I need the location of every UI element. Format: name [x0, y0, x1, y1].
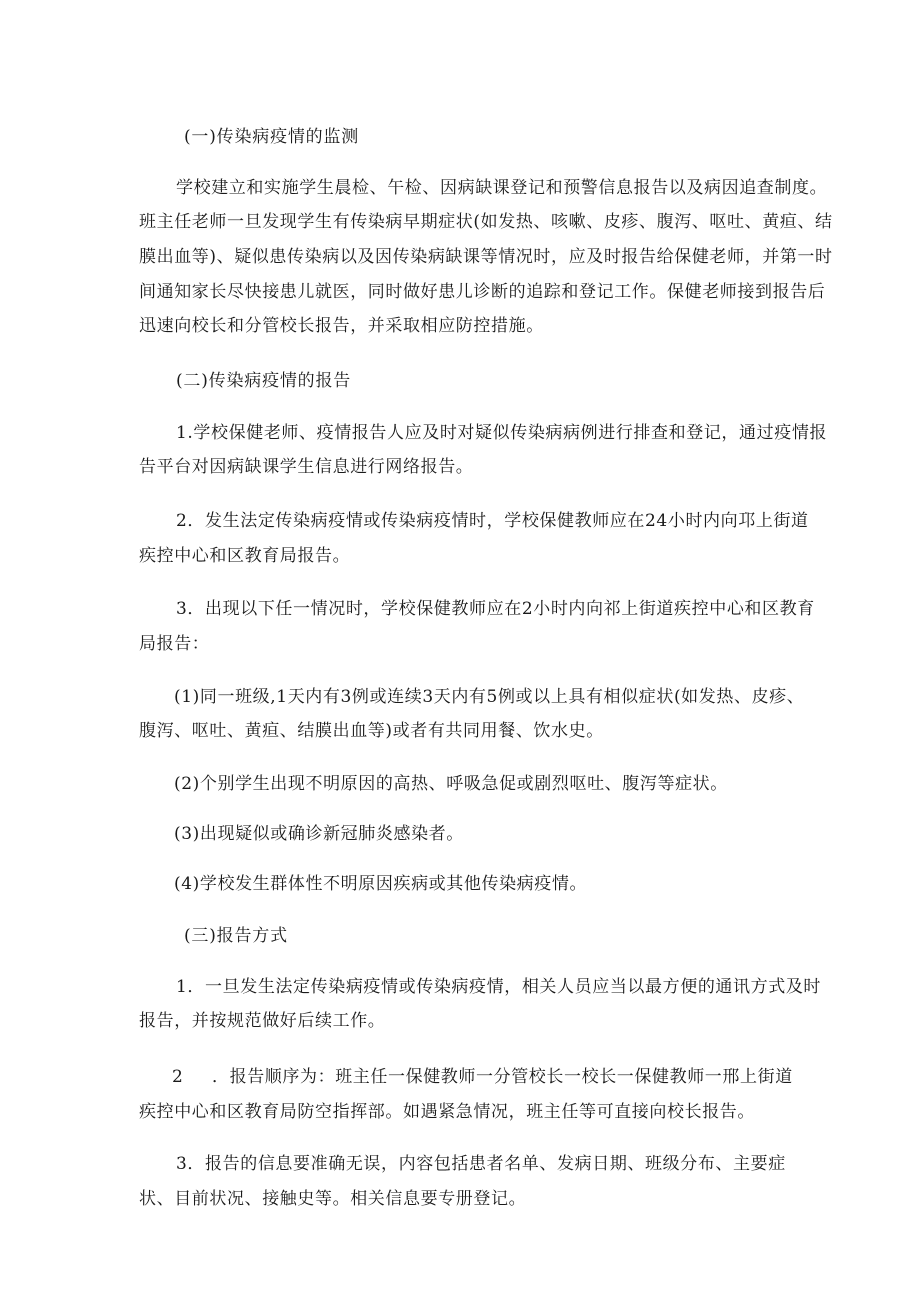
paragraph-line: 状、目前状况、接触史等。相关信息要专册登记。 — [139, 1189, 527, 1209]
paragraph-line: 1．一旦发生法定传染病疫情或传染病疫情，相关人员应当以最方便的通讯方式及时 — [176, 977, 822, 997]
section-heading-monitoring: (一)传染病疫情的监测 — [184, 127, 360, 147]
paragraph-line: 告平台对因病缺课学生信息进行网络报告。 — [139, 457, 474, 477]
paragraph-line: 报告，并按规范做好后续工作。 — [139, 1011, 386, 1031]
item-number: 2 — [172, 1067, 184, 1087]
paragraph-line: 3．报告的信息要准确无误，内容包括患者名单、发病日期、班级分布、主要症 — [176, 1154, 786, 1174]
paragraph-line: 局报告： — [139, 634, 210, 654]
paragraph-line: 腹泻、呕吐、黄疸、结膜出血等)或者有共同用餐、饮水史。 — [139, 721, 604, 741]
paragraph-line: (4)学校发生群体性不明原因疾病或其他传染病疫情。 — [174, 874, 588, 894]
paragraph-line: ．报告顺序为：班主任一保健教师一分管校长一校长一保健教师一邢上街道 — [212, 1067, 793, 1087]
section-heading-reporting: (二)传染病疫情的报告 — [176, 371, 352, 391]
paragraph-line: 疾控中心和区教育局防空指挥部。如遇紧急情况，班主任等可直接向校长报告。 — [139, 1102, 755, 1122]
paragraph-line: 学校建立和实施学生晨检、午检、因病缺课登记和预警信息报告以及病因追查制度。 — [176, 178, 828, 198]
paragraph-line: (2)个别学生出现不明原因的高热、呼吸急促或剧烈呕吐、腹泻等症状。 — [174, 774, 728, 794]
paragraph-line: 1.学校保健老师、疫情报告人应及时对疑似传染病病例进行排查和登记，通过疫情报 — [176, 423, 828, 443]
paragraph-line: 迅速向校长和分管校长报告，并采取相应防控措施。 — [139, 316, 544, 336]
paragraph-line: 间通知家长尽快接患儿就医，同时做好患儿诊断的追踪和登记工作。保健老师接到报告后 — [139, 282, 826, 302]
paragraph-line: 3．出现以下任一情况时，学校保健教师应在2小时内向祁上街道疾控中心和区教育 — [176, 599, 815, 619]
paragraph-line: 班主任老师一旦发现学生有传染病早期症状(如发热、咳嗽、皮疹、腹泻、呕吐、黄疸、结 — [139, 212, 833, 232]
paragraph-line: 2．发生法定传染病疫情或传染病疫情时，学校保健教师应在24小时内向邛上街道 — [176, 511, 809, 531]
paragraph-line: 膜出血等)、疑似患传染病以及因传染病缺课等情况时，应及时报告给保健老师，并第一时 — [139, 247, 833, 267]
paragraph-line: (1)同一班级,1天内有3例或连续3天内有5例或以上具有相似症状(如发热、皮疹、 — [174, 687, 805, 707]
paragraph-line: (3)出现疑似或确诊新冠肺炎感染者。 — [174, 824, 464, 844]
section-heading-method: (三)报告方式 — [184, 926, 288, 946]
paragraph-line: 疾控中心和区教育局报告。 — [139, 546, 351, 566]
